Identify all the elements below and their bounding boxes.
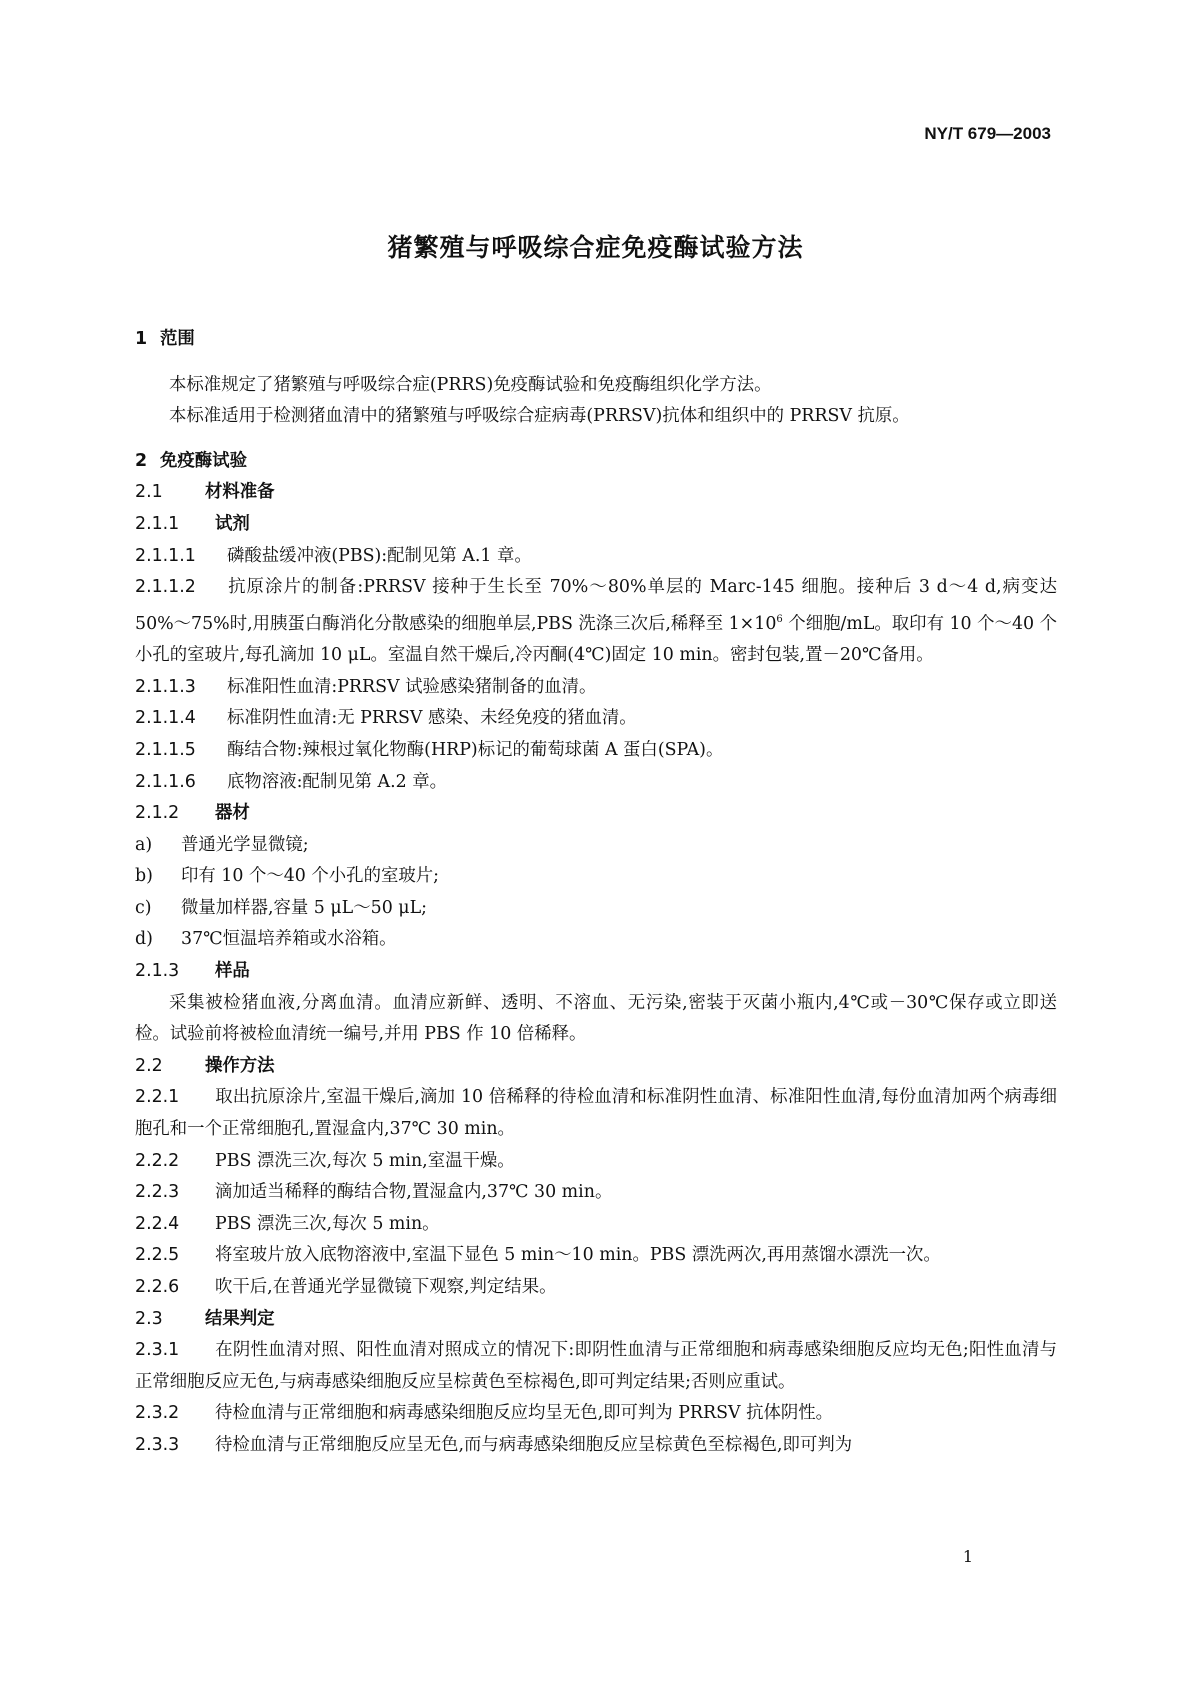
section-number: 2.1.3 <box>135 961 180 982</box>
list-item-text: 印有 10 个～40 个小孔的室玻片; <box>181 866 439 887</box>
paragraph: 本标准规定了猪繁殖与呼吸综合症(PRRS)免疫酶试验和免疫酶组织化学方法。 <box>169 374 772 395</box>
clause-number: 2.1.1.3 <box>135 676 196 697</box>
list-item-text: 普通光学显微镜; <box>181 834 309 855</box>
clause-text: 标准阳性血清:PRRSV 试验感染猪制备的血清。 <box>227 676 597 697</box>
clause-text: 在阴性血清对照、阳性血清对照成立的情况下:即阴性血清与正常细胞和病毒感染细胞反应均无色;阳性血清与正常细胞反应无色,与病毒感染细胞反应呈棕黄色至棕褐色,即可判定结果;否则应重试。 <box>135 1340 1057 1392</box>
document-body <box>135 324 1057 1462</box>
clause-text: 标准阴性血清:无 PRRSV 感染、未经免疫的猪血清。 <box>227 708 637 729</box>
list-item <box>135 861 1057 893</box>
clause-text: 吹干后,在普通光学显微镜下观察,判定结果。 <box>215 1277 557 1298</box>
clause-text: 取出抗原涂片,室温干燥后,滴加 10 倍稀释的待检血清和标准阴性血清、标准阳性血清,每份血清加两个病毒细胞孔和一个正常细胞孔,置湿盒内,37℃ 30 min。 <box>135 1087 1057 1140</box>
paragraph: 本标准适用于检测猪血清中的猪繁殖与呼吸综合症病毒(PRRSV)抗体和组织中的 PRRSV 抗原。 <box>169 406 910 427</box>
section-title: 试剂 <box>215 513 250 534</box>
section-title: 操作方法 <box>205 1055 275 1076</box>
clause-text: 磷酸盐缓冲液(PBS):配制见第 A.1 章。 <box>227 545 532 566</box>
section-1-heading <box>135 324 1057 356</box>
superscript: 6 <box>776 613 783 625</box>
clause-number: 2.3.2 <box>135 1403 180 1424</box>
clause-2-3-3 <box>135 1430 1057 1462</box>
list-item <box>135 830 1057 862</box>
clause-number: 2.2.5 <box>135 1245 180 1266</box>
clause-2-1-1-2 <box>135 572 1057 672</box>
clause-text-continued: 个细胞/mL。取印有 10 个～40 个小孔的室玻片,每孔滴加 10 μL。室温自然干燥后,冷丙酮(4℃)固定 10 min。密封包装,置－20℃备用。 <box>135 613 1057 666</box>
clause-2-2-3 <box>135 1177 1057 1209</box>
clause-2-2-1 <box>135 1082 1057 1145</box>
section-number: 2.1.2 <box>135 803 180 824</box>
clause-2-1-1-5 <box>135 735 1057 767</box>
section-number: 2 <box>135 450 148 471</box>
clause-2-1-1-3 <box>135 672 1057 704</box>
section-number: 2.3 <box>135 1308 163 1329</box>
clause-number: 2.1.1.1 <box>135 545 196 566</box>
list-item-text: 37℃恒温培养箱或水浴箱。 <box>181 929 397 950</box>
clause-number: 2.2.6 <box>135 1277 180 1298</box>
standard-number: NY/T 679—2003 <box>924 124 1051 143</box>
section-title: 材料准备 <box>205 482 275 503</box>
clause-text: 将室玻片放入底物溶液中,室温下显色 5 min～10 min。PBS 漂洗两次,再用蒸馏水漂洗一次。 <box>215 1245 941 1266</box>
clause-number: 2.2.3 <box>135 1182 180 1203</box>
list-item-tag: a) <box>135 834 153 855</box>
section-2-1-1-heading <box>135 509 1057 541</box>
clause-number: 2.1.1.2 <box>135 577 196 598</box>
clause-text: 酶结合物:辣根过氧化物酶(HRP)标记的葡萄球菌 A 蛋白(SPA)。 <box>227 739 724 760</box>
section-title: 结果判定 <box>205 1308 275 1329</box>
clause-number: 2.1.1.6 <box>135 771 196 792</box>
clause-number: 2.3.1 <box>135 1340 180 1361</box>
document-title: 猪繁殖与呼吸综合症免疫酶试验方法 <box>387 233 804 262</box>
section-2-3-heading <box>135 1304 1057 1336</box>
clause-number: 2.2.1 <box>135 1087 180 1108</box>
clause-2-3-2 <box>135 1398 1057 1430</box>
section-number: 1 <box>135 329 148 349</box>
clause-number: 2.2.2 <box>135 1150 180 1171</box>
section-number: 2.1 <box>135 482 163 503</box>
section-2-2-heading <box>135 1051 1057 1083</box>
section-2-1-3-heading <box>135 956 1057 988</box>
page-number: 1 <box>962 1547 973 1566</box>
paragraph: 采集被检猪血液,分离血清。血清应新鲜、透明、不溶血、无污染,密装于灭菌小瓶内,4℃或－30℃保存或立即送检。试验前将被检血清统一编号,并用 PBS 作 10 倍稀释。 <box>135 992 1057 1045</box>
clause-number: 2.2.4 <box>135 1213 180 1234</box>
clause-text: 底物溶液:配制见第 A.2 章。 <box>227 771 447 792</box>
clause-text: 待检血清与正常细胞和病毒感染细胞反应均呈无色,即可判为 PRRSV 抗体阴性。 <box>215 1403 834 1424</box>
section-2-1-heading <box>135 477 1057 509</box>
section-number: 2.2 <box>135 1055 163 1076</box>
list-item-text: 微量加样器,容量 5 μL～50 μL; <box>181 897 427 918</box>
list-item-tag: c) <box>135 897 152 918</box>
clause-2-2-2 <box>135 1146 1057 1178</box>
clause-text: PBS 漂洗三次,每次 5 min。 <box>215 1213 440 1234</box>
list-item-tag: d) <box>135 929 153 950</box>
clause-2-1-1-1 <box>135 541 1057 573</box>
clause-2-2-5 <box>135 1240 1057 1272</box>
list-item <box>135 893 1057 925</box>
section-title: 免疫酶试验 <box>160 450 247 471</box>
section-2-1-2-heading <box>135 798 1057 830</box>
clause-2-2-6 <box>135 1272 1057 1304</box>
clause-2-1-1-6 <box>135 767 1057 799</box>
clause-2-3-1 <box>135 1335 1057 1398</box>
clause-text: 待检血清与正常细胞反应呈无色,而与病毒感染细胞反应呈棕黄色至棕褐色,即可判为 <box>215 1434 853 1455</box>
clause-2-2-4 <box>135 1209 1057 1241</box>
clause-number: 2.1.1.4 <box>135 708 196 729</box>
clause-number: 2.1.1.5 <box>135 739 196 760</box>
section-title: 器材 <box>215 803 250 824</box>
clause-text: 抗原涂片的制备:PRRSV 接种于生长至 70%～80%单层的 Marc-145 细胞。接种后 3 d～4 d,病变达 50%～75%时,用胰蛋白酶消化分散感染的细胞单层,PBS 洗涤三次后,稀释至 1×10 <box>135 577 1057 634</box>
clause-2-1-1-4 <box>135 703 1057 735</box>
clause-number: 2.3.3 <box>135 1434 180 1455</box>
list-item <box>135 924 1057 956</box>
section-2-heading <box>135 446 1057 478</box>
list-item-tag: b) <box>135 866 153 887</box>
section-title: 范围 <box>160 329 195 349</box>
clause-text: 滴加适当稀释的酶结合物,置湿盒内,37℃ 30 min。 <box>215 1182 613 1203</box>
section-title: 样品 <box>215 961 250 982</box>
section-number: 2.1.1 <box>135 513 180 534</box>
clause-text: PBS 漂洗三次,每次 5 min,室温干燥。 <box>215 1150 515 1171</box>
